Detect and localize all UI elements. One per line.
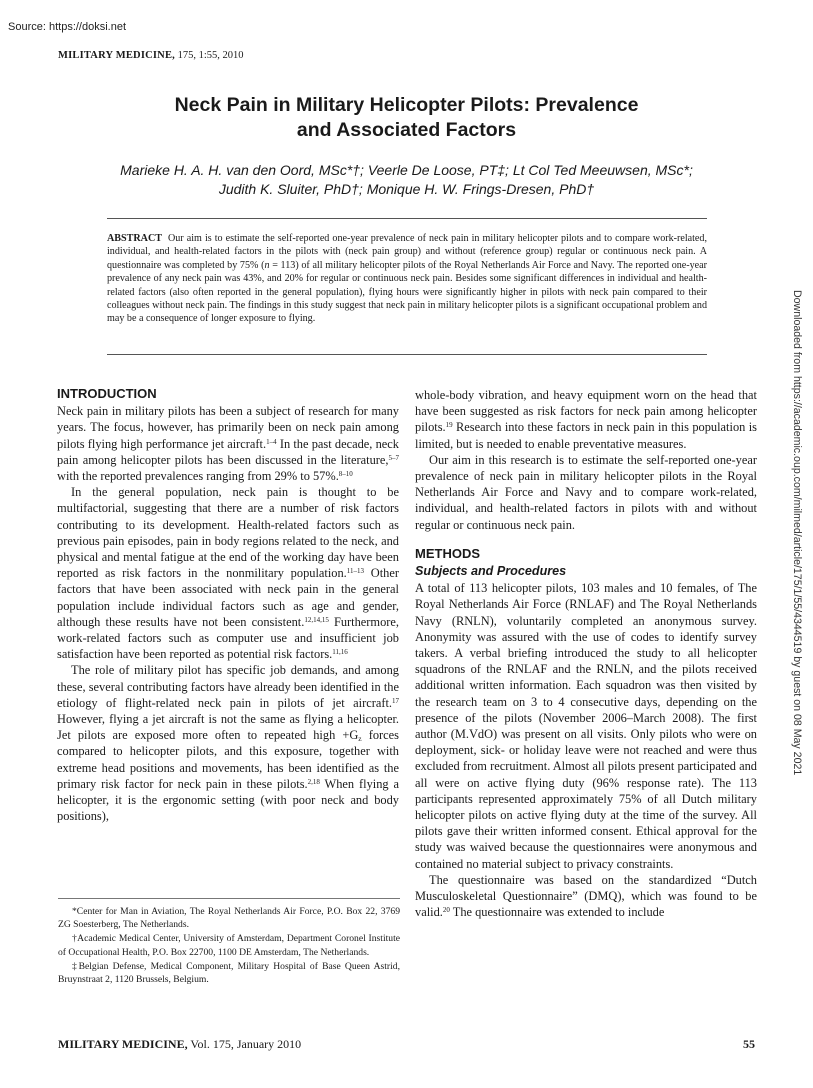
section-spacer — [415, 533, 757, 546]
paragraph-text: Furthermore, work-related factors such as computer use and insufficient job satisfaction have been reported as potential risk factors. — [57, 614, 399, 662]
abstract-text: = 113) of all military helicopter pilots of the Royal Netherlands Air Force and Navy. The reported one-year prevalence of any neck pain was 43%, and 20% for regular or continuous neck pain. Besides some significant differences in individual and health-related factors (also often reported in the general population), flying hours were significantly higher in pilots with neck pain compared to their colleagues without neck pain. The findings in this study suggest that neck pain in military helicopter pilots is a significant occupational problem and may be a consequence of longer exposure to flying. — [107, 259, 707, 325]
paragraph — [415, 387, 757, 452]
citation-ref: 11,16 — [332, 648, 348, 657]
paragraph — [57, 484, 399, 662]
paragraph-text: Other factors that have been associated with neck pain in the general population include individual factors such as age and gender, although these results have not been consistent. — [57, 566, 399, 629]
paragraph-text: The questionnaire was extended to include — [449, 905, 665, 920]
paragraph — [415, 872, 757, 921]
citation-ref: 8–10 — [338, 470, 353, 479]
introduction-heading: INTRODUCTION — [57, 386, 157, 401]
paragraph: Our aim in this research is to estimate the self-reported one-year prevalence of neck pain in military helicopter pilots in the Royal Netherlands Air Force and Navy and to compare work-related, individual, and health-related factors in pilots with and without regular or continuous neck pain. — [415, 452, 757, 532]
page-footer — [58, 1037, 755, 1052]
citation-ref: 20 — [442, 906, 450, 915]
paragraph-text: In the general population, neck pain is thought to be multifactorial, suggesting that there are a number of risk factors contributing to its development. Health-related factors such as previous pain episodes, pain in body regions related to the neck, and physical and mental fatigue at the end of the working day have been reported as risk factors in the nonmilitary population. — [57, 485, 399, 581]
paragraph-text: In the past decade, neck pain among helicopter pilots has been discussed in the literature, — [57, 436, 399, 467]
abstract-n: n — [264, 259, 270, 271]
paragraph-text: whole-body vibration, and heavy equipment worn on the head that have been suggested as risk factors for neck pain among helicopter pilots. — [415, 388, 757, 435]
right-column — [415, 387, 757, 921]
citation-ref: 17 — [392, 696, 399, 705]
subjects-procedures-heading: Subjects and Procedures — [415, 564, 567, 579]
author-line: Judith K. Sluiter, PhD†; Monique H. W. Frings-Dresen, PhD† — [218, 181, 595, 197]
page-number: 55 — [743, 1037, 755, 1051]
paragraph-text: When flying a helicopter, it is the ergonomic setting (with poor neck and body positions), — [57, 776, 399, 824]
abstract-bottom-rule — [107, 354, 707, 355]
footnote: †Academic Medical Center, University of Amsterdam, Department Coronel Institute of Occupational Health, P.O. Box 22700, 1100 DE Amsterdam, The Netherlands. — [58, 933, 400, 958]
footer-issue: Vol. 175, January 2010 — [190, 1037, 302, 1051]
title-line: and Associated Factors — [296, 119, 517, 141]
title-line: Neck Pain in Military Helicopter Pilots: Prevalence — [174, 94, 639, 116]
paragraph-text: However, flying a jet aircraft is not the same as flying a helicopter. Jet pilots are exposed more often to repeated high +G — [57, 712, 399, 743]
abstract — [107, 232, 707, 326]
footer-journal: MILITARY MEDICINE, — [58, 1037, 188, 1051]
footnote-rule — [58, 898, 400, 899]
left-column — [57, 386, 399, 824]
author-line: Marieke H. A. H. van den Oord, MSc*†; Veerle De Loose, PT‡; Lt Col Ted Meeuwsen, MSc*; — [120, 162, 693, 178]
paragraph: A total of 113 helicopter pilots, 103 males and 10 females, of The Royal Netherlands Air Force (RNLAF) and The Royal Netherlands Navy (RNLN), voluntarily completed an anonymous survey. Anonymity was assured with the use of codes to identify survey takers. A verbal briefing introduced the study to all helicopter squadrons of the RNLAF and the RNLN, and the pilots received additional written information. Each squadron was then visited by the research team on 3 to 4 consecutive days, depending on the presence of the pilots (November 2006–March 2008). The first author (M.VdO) was present on all visits. Only pilots who were on deployment, sick- or holiday leave were not reached and were thus excluded from recruitment. Almost all pilots present participated and all were on active flying duty (96% response rate). The 113 participants represented approximately 75% of all Dutch military helicopter pilots on active flying duty at the time of the survey. All pilots gave their written informed consent. Ethical approval for the study was waived because the questionnaires were anonymous and contained no material subject to privacy constraints. — [415, 581, 757, 871]
citation-ref: 11–13 — [346, 567, 365, 576]
download-notice-text: Downloaded from https://academic.oup.com/milmed/article/175/1/55/4344519 by guest on 08 May 2021 — [791, 290, 803, 776]
running-head — [58, 50, 244, 61]
footnote: *Center for Man in Aviation, The Royal Netherlands Air Force, P.O. Box 22, 3769 ZG Soesterberg, The Netherlands. — [58, 906, 400, 931]
paragraph-text: Neck pain in military pilots has been a subject of research for many years. The focus, however, has primarily been on neck pain among pilots flying high performance jet aircraft. — [57, 404, 399, 451]
citation-ref: 1–4 — [266, 437, 277, 446]
g-subscript: z — [358, 734, 362, 744]
abstract-top-rule — [107, 218, 707, 219]
abstract-text: Our aim is to estimate the self-reported one-year prevalence of neck pain in military helicopter pilots and to compare work-related, individual, and health-related factors in the pilots with (neck pain group) and without (reference group) regular or continuous neck pain. A questionnaire was completed by 75% ( — [107, 233, 707, 271]
paragraph — [57, 662, 399, 824]
paragraph-text: The role of military pilot has specific job demands, and among these, several contributing factors have already been identified in the etiology of flight-related neck pain in pilots of jet aircraft. — [57, 663, 399, 710]
running-head-citation: 175, 1:55, 2010 — [177, 50, 244, 61]
abstract-label: ABSTRACT — [107, 233, 162, 244]
paragraph-text: with the reported prevalences ranging from 29% to 57%. — [57, 469, 339, 484]
download-notice — [790, 290, 804, 1030]
paragraph-text: Research into these factors in neck pain in this population is limited, but is needed to enable preventative measures. — [415, 420, 757, 451]
source-label: Source: https://doksi.net — [8, 21, 127, 33]
article-title — [100, 93, 713, 143]
citation-ref: 19 — [445, 421, 453, 430]
affiliation-footnotes — [58, 905, 400, 987]
citation-ref: 2,18 — [307, 777, 320, 786]
paragraph-text: forces compared to helicopter pilots, and this exposure, together with extreme head positions and movements, has been identified as the primary risk factor for neck pain in these pilots. — [57, 728, 399, 791]
paragraph — [57, 403, 399, 484]
author-list — [60, 161, 753, 199]
methods-heading: METHODS — [415, 545, 480, 561]
paragraph-text: The questionnaire was based on the standardized “Dutch Musculoskeletal Questionnaire” (DMQ), which was found to be valid. — [415, 872, 757, 920]
citation-ref: 5–7 — [388, 453, 399, 462]
citation-ref: 12,14,15 — [304, 615, 329, 624]
footnote: ‡Belgian Defense, Medical Component, Military Hospital of Base Queen Astrid, Bruynstraat 2, 1120 Brussels, Belgium. — [58, 960, 400, 986]
running-head-journal: MILITARY MEDICINE, — [58, 50, 175, 61]
